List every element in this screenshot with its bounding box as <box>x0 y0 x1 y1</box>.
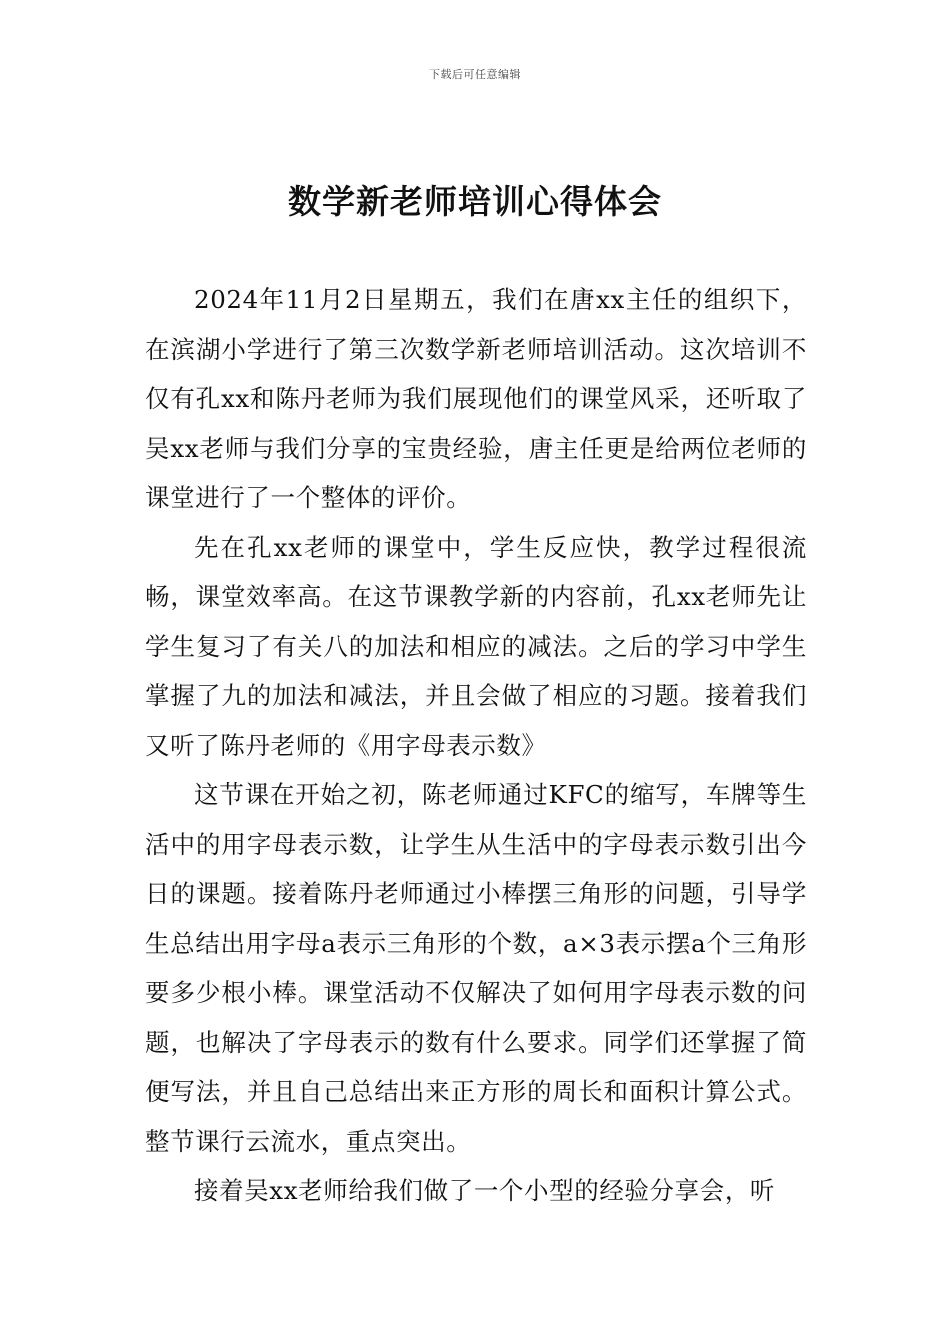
paragraph-1: 2024年11月2日星期五，我们在唐xx主任的组织下，在滨湖小学进行了第三次数学新老师培训活动。这次培训不仅有孔xx和陈丹老师为我们展现他们的课堂风采，还听取了吴xx老师与我们分享的宝贵经验，唐主任更是给两位老师的课堂进行了一个整体的评价。 <box>145 285 807 512</box>
document-title: 数学新老师培训心得体会 <box>288 182 662 221</box>
paragraph-2: 先在孔xx老师的课堂中，学生反应快，教学过程很流畅，课堂效率高。在这节课教学新的内容前，孔xx老师先让学生复习了有关八的加法和相应的减法。之后的学习中学生掌握了九的加法和减法，并且会做了相应的习题。接着我们又听了陈丹老师的《用字母表示数》 <box>145 532 807 760</box>
paragraph-3: 这节课在开始之初，陈老师通过KFC的缩写，车牌等生活中的用字母表示数，让学生从生活中的字母表示数引出今日的课题。接着陈丹老师通过小棒摆三角形的问题，引导学生总结出用字母a表示三角形的个数，a×3表示摆a个三角形要多少根小棒。课堂活动不仅解决了如何用字母表示数的问题，也解决了字母表示的数有什么要求。同学们还掌握了简便写法，并且自己总结出来正方形的周长和面积计算公式。整节课行云流水，重点突出。 <box>145 780 807 1156</box>
header-note: 下载后可任意编辑 <box>429 68 521 81</box>
document-body <box>145 275 807 1216</box>
paragraph-4: 接着吴xx老师给我们做了一个小型的经验分享会，听 <box>194 1176 776 1205</box>
